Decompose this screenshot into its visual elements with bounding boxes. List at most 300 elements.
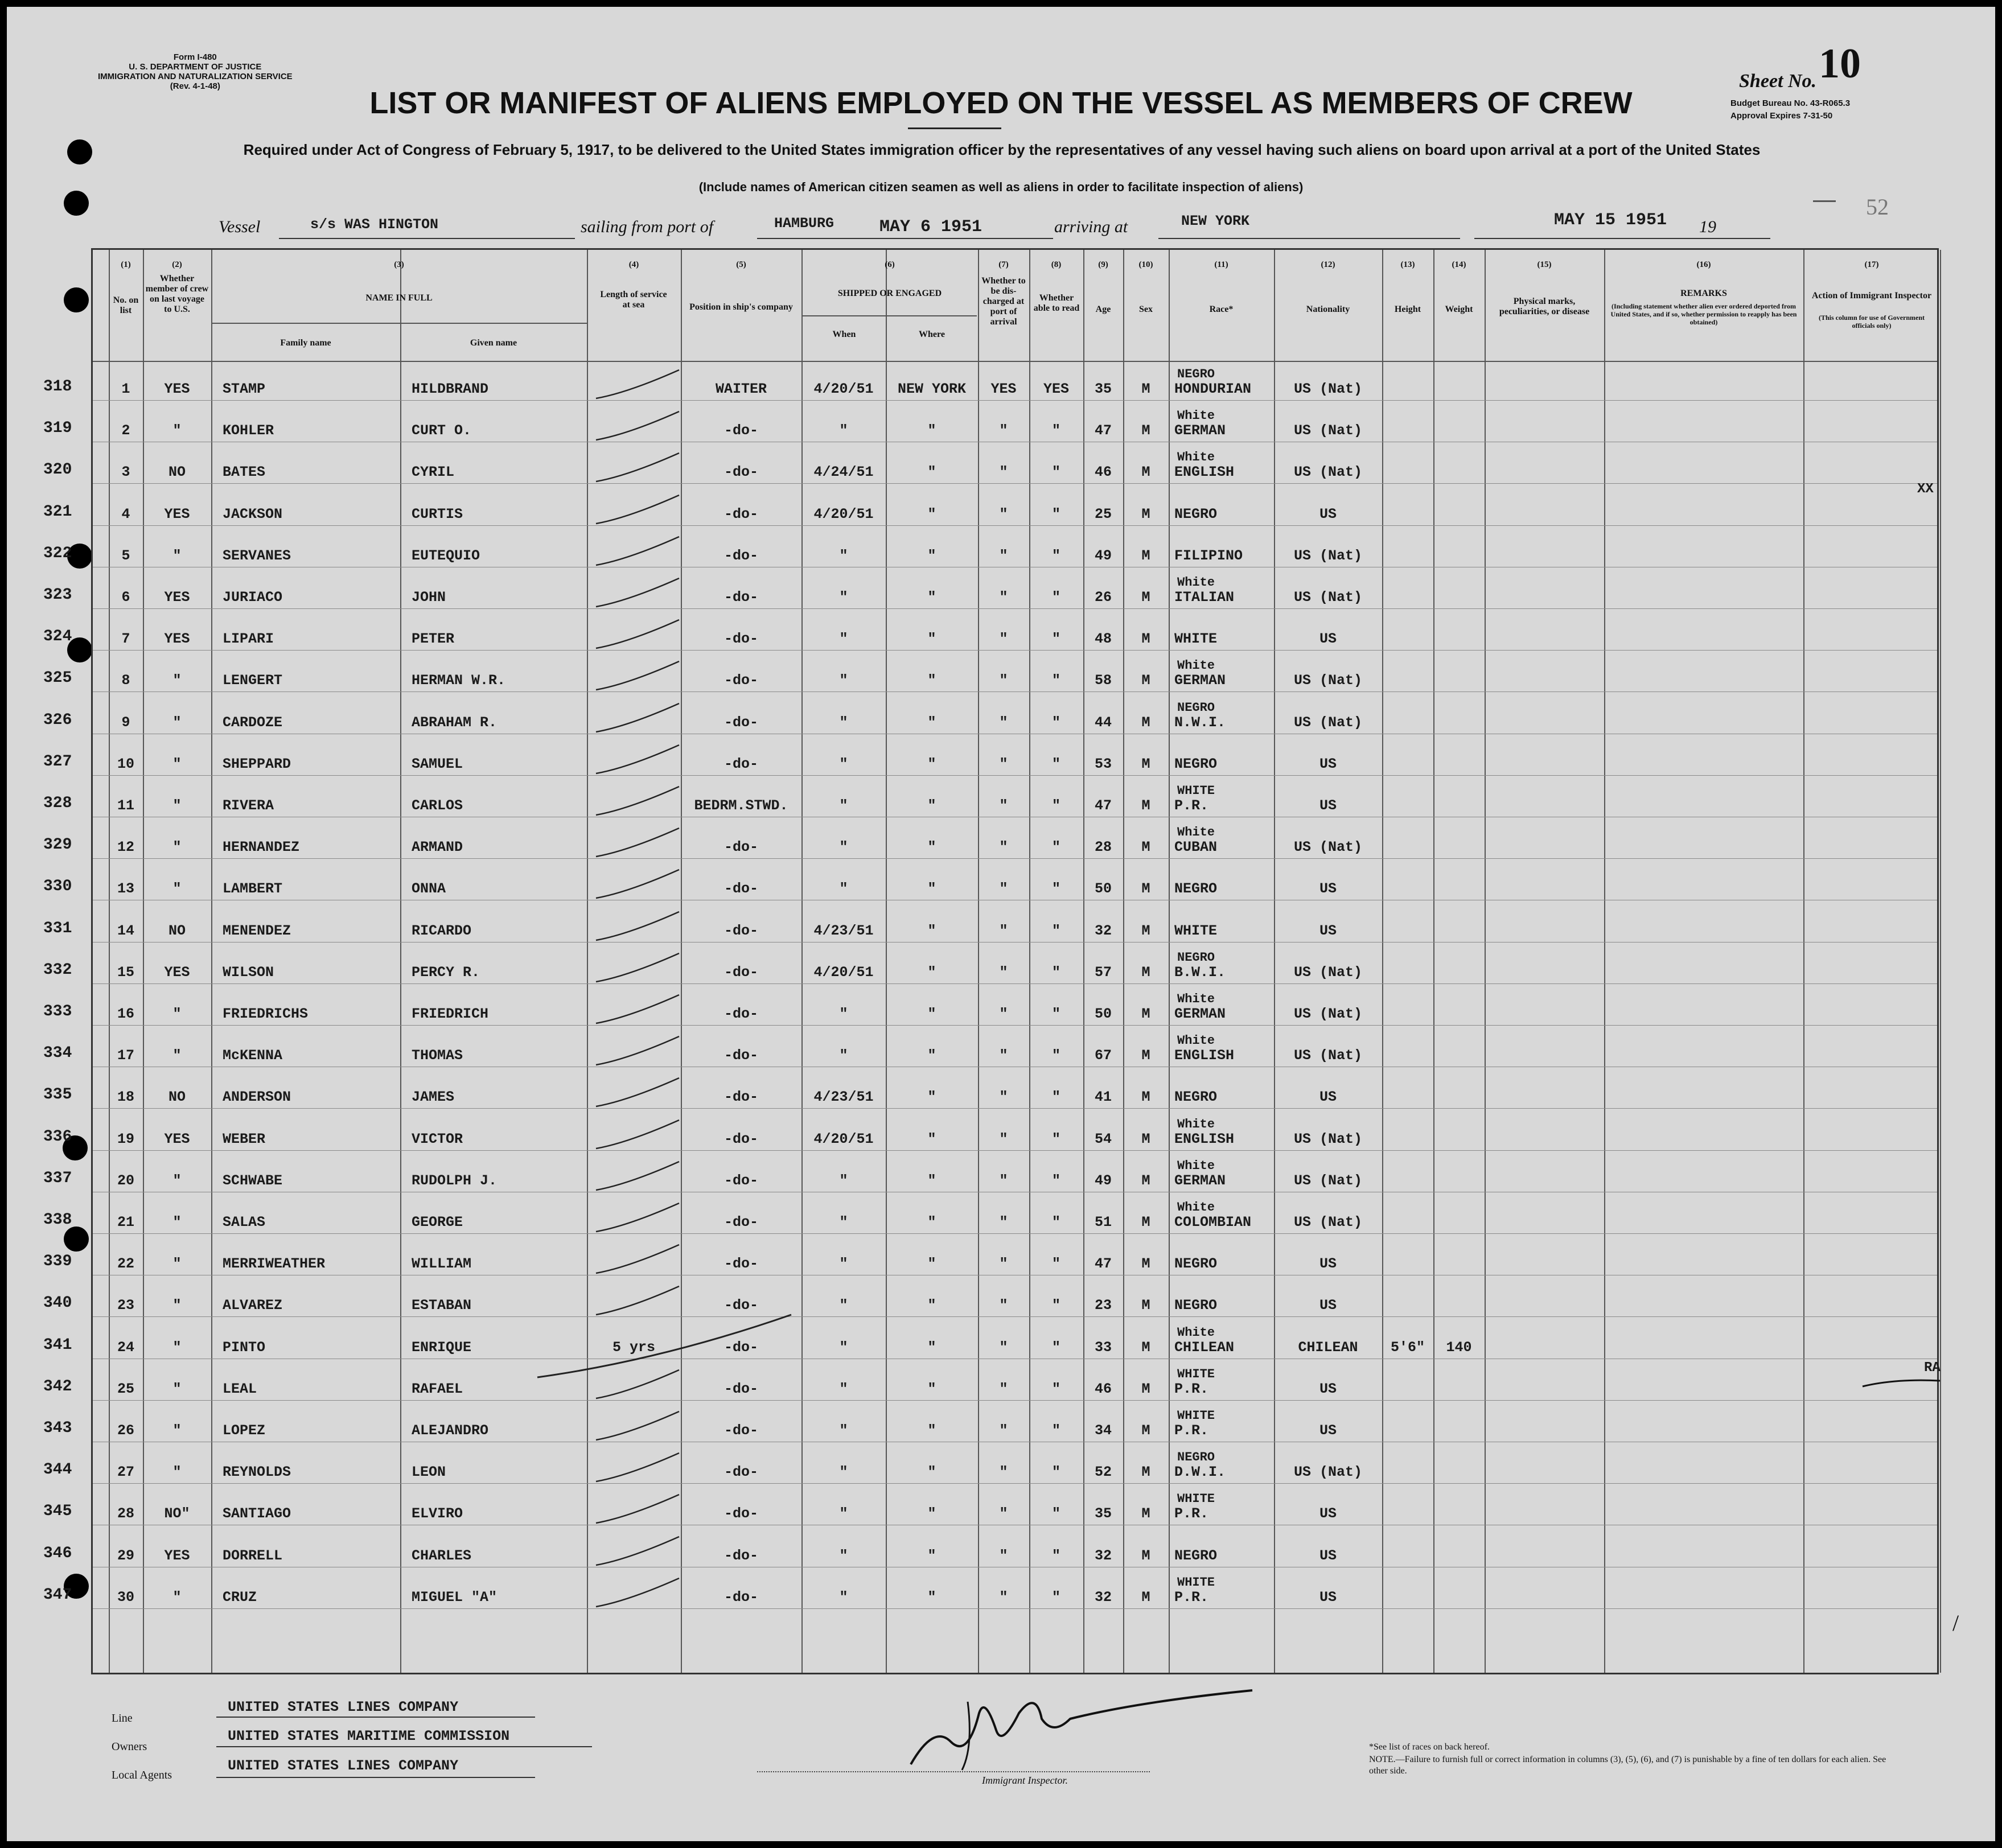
row-rule <box>93 1233 1937 1234</box>
header-race: Race* <box>1209 304 1234 314</box>
cell-age: 32 <box>1094 1547 1112 1564</box>
cell-member: " <box>172 797 182 814</box>
cell-no: 26 <box>117 1422 134 1439</box>
shipped-subheader-line <box>801 315 977 316</box>
cell-disch: " <box>999 1172 1008 1189</box>
cell-disch: " <box>999 714 1008 731</box>
arriving-label: arriving at <box>1054 217 1128 236</box>
sequence-number: 342 <box>43 1377 72 1396</box>
cell-member: " <box>172 1339 182 1356</box>
sequence-number: 320 <box>43 461 72 479</box>
tick-mark <box>594 950 685 990</box>
cell-member: " <box>172 1214 182 1230</box>
cell-disch: " <box>999 1339 1008 1356</box>
include-note: (Include names of American citizen seamen as well as aliens in order to facilitate inspection of aliens) <box>698 180 1304 194</box>
approval-expires: Approval Expires 7-31-50 <box>1730 111 1833 121</box>
cell-where: " <box>927 505 936 522</box>
cell-where: " <box>927 755 936 772</box>
sequence-number: 333 <box>43 1003 72 1020</box>
cell-nat: US <box>1319 1422 1337 1439</box>
cell-nat: US (Nat) <box>1293 1006 1363 1022</box>
cell-age: 46 <box>1094 464 1112 481</box>
cell-no: 3 <box>121 464 130 481</box>
cell-when: " <box>839 880 848 898</box>
cell-no: 4 <box>121 505 130 522</box>
tick-mark <box>594 1200 685 1240</box>
cell-nat: CHILEAN <box>1298 1339 1358 1356</box>
column-divider <box>400 250 401 1673</box>
cell-sex: M <box>1141 1422 1150 1439</box>
cell-read: " <box>1051 1505 1060 1522</box>
cell-age: 52 <box>1094 1464 1112 1481</box>
cell-read: " <box>1051 922 1060 939</box>
cell-disch: " <box>999 1505 1008 1522</box>
header-able-read: Whether able to read <box>1033 293 1080 313</box>
cell-age: 41 <box>1094 1089 1112 1106</box>
sailing-port: HAMBURG <box>774 215 834 232</box>
tick-mark <box>594 492 685 532</box>
cell-family: McKENNA <box>223 1047 283 1064</box>
cell-position: -do- <box>723 964 758 981</box>
cell-position: -do- <box>723 631 758 648</box>
cell-family: CARDOZE <box>223 714 283 731</box>
row-rule <box>93 1400 1937 1401</box>
cell-when: 4/23/51 <box>813 1089 874 1106</box>
cell-read: " <box>1051 964 1060 981</box>
cell-race-line1: White <box>1177 409 1215 423</box>
header-member: Whether member of crew on last voyage to U.S. <box>145 274 209 314</box>
cell-read: " <box>1051 589 1060 606</box>
sequence-number: 344 <box>43 1461 72 1479</box>
cell-no: 25 <box>117 1380 134 1397</box>
cell-family: MENENDEZ <box>223 922 291 939</box>
sequence-number: 318 <box>43 378 72 396</box>
cell-age: 35 <box>1094 1505 1112 1522</box>
cell-given: LEON <box>412 1464 446 1481</box>
cell-position: -do- <box>723 714 758 731</box>
header-height: Height <box>1394 304 1421 314</box>
tick-mark <box>594 1450 685 1490</box>
cell-sex: M <box>1141 1464 1150 1481</box>
cell-given: SAMUEL <box>412 755 463 772</box>
cell-no: 13 <box>117 880 134 898</box>
tick-mark <box>594 867 685 907</box>
cell-family: WEBER <box>223 1130 266 1147</box>
cell-member: " <box>172 714 182 731</box>
cell-disch: " <box>999 964 1008 981</box>
tick-mark <box>594 367 685 407</box>
header-remarks: REMARKS <box>1680 289 1727 298</box>
header-length-service: Length of service at sea <box>600 290 667 310</box>
header-name-in-full: NAME IN FULL <box>365 293 433 303</box>
column-divider <box>1274 250 1275 1673</box>
cell-given: PETER <box>412 631 455 648</box>
cell-position: -do- <box>723 1089 758 1106</box>
cell-race-line1: White <box>1177 1117 1215 1131</box>
cell-no: 19 <box>117 1130 134 1147</box>
cell-race-line1: WHITE <box>1177 784 1215 798</box>
cell-nat: US <box>1319 797 1337 814</box>
cell-given: RAFAEL <box>412 1380 463 1397</box>
cell-no: 10 <box>117 755 134 772</box>
cell-when: " <box>839 797 848 814</box>
cell-family: ALVAREZ <box>223 1297 283 1314</box>
cell-family: MERRIWEATHER <box>223 1256 326 1273</box>
cell-age: 47 <box>1094 1256 1112 1273</box>
cell-race-line1: NEGRO <box>1177 700 1215 715</box>
cell-read: " <box>1051 1089 1060 1106</box>
cell-where: NEW YORK <box>897 381 967 397</box>
column-divider <box>109 250 110 1673</box>
cell-disch: " <box>999 547 1008 564</box>
cell-member: NO <box>168 1089 186 1106</box>
cell-where: " <box>927 1588 936 1606</box>
cell-race-line2: NEGRO <box>1174 1547 1218 1564</box>
arrival-port: NEW YORK <box>1181 213 1250 229</box>
cell-weight: 140 <box>1446 1339 1472 1356</box>
cell-age: 25 <box>1094 505 1112 522</box>
cell-no: 6 <box>121 589 130 606</box>
cell-when: 4/20/51 <box>813 381 874 397</box>
cell-position: -do- <box>723 422 758 439</box>
cell-race-line2: NEGRO <box>1174 880 1218 898</box>
cell-length: 5 yrs <box>612 1339 655 1356</box>
cell-position: -do- <box>723 880 758 898</box>
cell-where: " <box>927 880 936 898</box>
cell-position: -do- <box>723 1339 758 1356</box>
cell-nat: US (Nat) <box>1293 464 1363 481</box>
cell-age: 67 <box>1094 1047 1112 1064</box>
cell-no: 28 <box>117 1505 134 1522</box>
tick-mark <box>594 1034 685 1073</box>
column-divider <box>143 250 144 1673</box>
cell-where: " <box>927 1422 936 1439</box>
cell-disch: " <box>999 1547 1008 1564</box>
header-physical: Physical marks, peculiarities, or disease <box>1499 297 1590 316</box>
col-num: (17) <box>1864 260 1879 269</box>
cell-age: 46 <box>1094 1380 1112 1397</box>
cell-sex: M <box>1141 964 1150 981</box>
side-mark-xx: XX <box>1917 481 1934 497</box>
cell-sex: M <box>1141 1130 1150 1147</box>
cell-given: HILDBRAND <box>412 381 489 397</box>
cell-read: " <box>1051 1380 1060 1397</box>
cell-given: ALEJANDRO <box>412 1422 489 1439</box>
cell-member: YES <box>164 631 190 648</box>
cell-race-line2: GERMAN <box>1174 1006 1226 1022</box>
cell-read: " <box>1051 1256 1060 1273</box>
cell-member: NO <box>168 464 186 481</box>
cell-read: " <box>1051 880 1060 898</box>
cell-no: 24 <box>117 1339 134 1356</box>
col-num: (2) <box>172 260 182 269</box>
cell-age: 48 <box>1094 631 1112 648</box>
sequence-number: 329 <box>43 836 72 854</box>
cell-when: 4/24/51 <box>813 464 874 481</box>
cell-race-line1: WHITE <box>1177 1367 1215 1381</box>
cell-read: " <box>1051 1214 1060 1230</box>
cell-disch: " <box>999 1464 1008 1481</box>
cell-family: LAMBERT <box>223 880 283 898</box>
row-rule <box>93 525 1937 526</box>
sequence-number: 334 <box>43 1044 72 1063</box>
cell-race-line2: D.W.I. <box>1174 1464 1226 1481</box>
column-divider <box>211 250 212 1673</box>
cell-position: WAITER <box>715 381 767 397</box>
title-underline <box>908 127 1001 129</box>
cell-sex: M <box>1141 631 1150 648</box>
col-num: (10) <box>1138 260 1153 269</box>
footer-agents-value: UNITED STATES LINES COMPANY <box>228 1758 459 1774</box>
cell-race-line2: HONDURIAN <box>1174 381 1252 397</box>
sequence-number: 343 <box>43 1419 72 1437</box>
cell-read: " <box>1051 839 1060 856</box>
cell-where: " <box>927 464 936 481</box>
cell-when: " <box>839 1547 848 1564</box>
cell-family: JURIACO <box>223 589 283 606</box>
cell-when: " <box>839 1214 848 1230</box>
cell-disch: " <box>999 1588 1008 1606</box>
cell-when: " <box>839 631 848 648</box>
cell-where: " <box>927 797 936 814</box>
cell-nat: US <box>1319 631 1337 648</box>
tick-mark <box>594 575 685 615</box>
sequence-number: 327 <box>43 752 72 771</box>
cell-read: " <box>1051 1464 1060 1481</box>
sailing-label: sailing from port of <box>581 217 714 236</box>
cell-position: -do- <box>723 1588 758 1606</box>
cell-read: " <box>1051 1547 1060 1564</box>
cell-position: -do- <box>723 1297 758 1314</box>
cell-given: JOHN <box>412 589 446 606</box>
cell-family: DORRELL <box>223 1547 283 1564</box>
cell-no: 14 <box>117 922 134 939</box>
cell-position: -do- <box>723 505 758 522</box>
side-mark-slash: / <box>1952 1610 1959 1636</box>
cell-member: " <box>172 880 182 898</box>
budget-bureau: Budget Bureau No. 43-R065.3 <box>1730 98 1851 108</box>
cell-age: 33 <box>1094 1339 1112 1356</box>
cell-sex: M <box>1141 797 1150 814</box>
cell-disch: " <box>999 589 1008 606</box>
col-num: (3) <box>394 260 404 269</box>
cell-no: 2 <box>121 422 130 439</box>
sequence-number: 323 <box>43 586 72 604</box>
cell-nat: US <box>1319 755 1337 772</box>
cell-disch: YES <box>990 381 1017 397</box>
cell-given: FRIEDRICH <box>412 1006 489 1022</box>
cell-race-line1: White <box>1177 450 1215 465</box>
punch-hole <box>67 139 92 164</box>
column-divider <box>1433 250 1434 1673</box>
cell-member: YES <box>164 505 190 522</box>
sequence-number: 341 <box>43 1336 72 1354</box>
cell-given: VICTOR <box>412 1130 463 1147</box>
cell-age: 34 <box>1094 1422 1112 1439</box>
cell-age: 23 <box>1094 1297 1112 1314</box>
cell-sex: M <box>1141 1339 1150 1356</box>
cell-no: 12 <box>117 839 134 856</box>
cell-member: " <box>172 839 182 856</box>
cell-given: ELVIRO <box>412 1505 463 1522</box>
col-num: (1) <box>121 260 131 269</box>
cell-nat: US <box>1319 1256 1337 1273</box>
sequence-number: 340 <box>43 1294 72 1312</box>
column-divider <box>1083 250 1084 1673</box>
vessel-underline <box>279 238 575 239</box>
cell-where: " <box>927 547 936 564</box>
cell-sex: M <box>1141 1588 1150 1606</box>
cell-when: " <box>839 422 848 439</box>
row-rule <box>93 858 1937 859</box>
cell-member: " <box>172 1380 182 1397</box>
cell-age: 49 <box>1094 1172 1112 1189</box>
cell-race-line2: NEGRO <box>1174 1297 1218 1314</box>
cell-where: " <box>927 1339 936 1356</box>
cell-when: " <box>839 1422 848 1439</box>
cell-where: " <box>927 1130 936 1147</box>
cell-no: 29 <box>117 1547 134 1564</box>
header-weight: Weight <box>1445 304 1473 314</box>
inspector-signature-line <box>757 1771 1150 1772</box>
vessel-label: Vessel <box>219 217 261 236</box>
cell-nat: US (Nat) <box>1293 1214 1363 1230</box>
cell-disch: " <box>999 1256 1008 1273</box>
requirement-text: Required under Act of Congress of February 5, 1917, to be delivered to the United States immigration officer by the representatives of any vessel having such aliens on board upon arrival at a port of the United States <box>243 141 1761 158</box>
cell-disch: " <box>999 1006 1008 1022</box>
tick-mark <box>594 658 685 698</box>
cell-given: JAMES <box>412 1089 455 1106</box>
side-mark-ra: RA <box>1924 1360 1941 1376</box>
cell-race-line2: GERMAN <box>1174 422 1226 439</box>
cell-where: " <box>927 839 936 856</box>
cell-disch: " <box>999 464 1008 481</box>
cell-given: RUDOLPH J. <box>412 1172 498 1189</box>
cell-when: " <box>839 1172 848 1189</box>
row-rule <box>93 1108 1937 1109</box>
cell-read: " <box>1051 1588 1060 1606</box>
cell-disch: " <box>999 505 1008 522</box>
cell-race-line1: WHITE <box>1177 1409 1215 1423</box>
cell-sex: M <box>1141 755 1150 772</box>
cell-family: HERNANDEZ <box>223 839 300 856</box>
cell-no: 16 <box>117 1006 134 1022</box>
row-rule <box>93 983 1937 984</box>
cell-disch: " <box>999 672 1008 689</box>
cell-sex: M <box>1141 1006 1150 1022</box>
cell-nat: US <box>1319 880 1337 898</box>
cell-given: EUTEQUIO <box>412 547 480 564</box>
col-num: (12) <box>1321 260 1335 269</box>
cell-position: -do- <box>723 1464 758 1481</box>
row-rule <box>93 400 1937 401</box>
cell-race-line1: White <box>1177 1325 1215 1340</box>
sequence-number: 321 <box>43 503 72 521</box>
cell-race-line1: NEGRO <box>1177 367 1215 381</box>
cell-when: 4/20/51 <box>813 964 874 981</box>
cell-read: " <box>1051 672 1060 689</box>
page-title: LIST OR MANIFEST OF ALIENS EMPLOYED ON THE VESSEL AS MEMBERS OF CREW <box>369 86 1633 120</box>
cell-race-line1: White <box>1177 1034 1215 1048</box>
cell-sex: M <box>1141 547 1150 564</box>
cell-race-line2: GERMAN <box>1174 1172 1226 1189</box>
header-where: Where <box>919 330 945 339</box>
header-when: When <box>832 330 856 339</box>
cell-where: " <box>927 672 936 689</box>
sequence-number: 322 <box>43 544 72 562</box>
cell-disch: " <box>999 1422 1008 1439</box>
cell-disch: " <box>999 1380 1008 1397</box>
cell-disch: " <box>999 755 1008 772</box>
tick-mark <box>594 1575 685 1615</box>
row-rule <box>93 650 1937 651</box>
column-divider <box>1123 250 1124 1673</box>
cell-disch: " <box>999 1047 1008 1064</box>
inspector-signature <box>899 1679 1264 1776</box>
cell-no: 15 <box>117 964 134 981</box>
cell-race-line1: White <box>1177 1158 1215 1173</box>
cell-race-line1: WHITE <box>1177 1575 1215 1590</box>
sequence-number: 336 <box>43 1127 72 1146</box>
footer-agents-label: Local Agents <box>112 1769 172 1781</box>
cell-where: " <box>927 1464 936 1481</box>
cell-position: -do- <box>723 1422 758 1439</box>
cell-family: ANDERSON <box>223 1089 291 1106</box>
cell-age: 51 <box>1094 1214 1112 1230</box>
cell-sex: M <box>1141 1047 1150 1064</box>
sailing-date: MAY 6 1951 <box>879 217 982 237</box>
cell-position: -do- <box>723 1130 758 1147</box>
cell-when: " <box>839 755 848 772</box>
margin-pen-stroke <box>1861 1376 1941 1399</box>
cell-nat: US (Nat) <box>1293 422 1363 439</box>
col-num: (8) <box>1051 260 1062 269</box>
cell-given: HERMAN W.R. <box>412 672 506 689</box>
cell-sex: M <box>1141 1547 1150 1564</box>
cell-sex: M <box>1141 922 1150 939</box>
footer-owners-label: Owners <box>112 1740 147 1753</box>
cell-disch: " <box>999 922 1008 939</box>
cell-member: NO <box>168 922 186 939</box>
cell-when: " <box>839 1297 848 1314</box>
cell-disch: " <box>999 631 1008 648</box>
cell-nat: US (Nat) <box>1293 1464 1363 1481</box>
cell-nat: US (Nat) <box>1293 839 1363 856</box>
column-divider <box>801 250 803 1673</box>
footer-line-label: Line <box>112 1712 133 1724</box>
column-divider <box>1604 250 1605 1673</box>
cell-sex: M <box>1141 1505 1150 1522</box>
cell-race-line1: White <box>1177 825 1215 840</box>
cell-race-line2: CUBAN <box>1174 839 1218 856</box>
cell-where: " <box>927 422 936 439</box>
cell-nat: US <box>1319 505 1337 522</box>
cell-family: SCHWABE <box>223 1172 283 1189</box>
cell-nat: US <box>1319 922 1337 939</box>
cell-given: CARLOS <box>412 797 463 814</box>
cell-no: 27 <box>117 1464 134 1481</box>
cell-where: " <box>927 714 936 731</box>
tick-mark <box>594 742 685 782</box>
cell-sex: M <box>1141 839 1150 856</box>
cell-nat: US <box>1319 1089 1337 1106</box>
tick-mark <box>594 1075 685 1115</box>
cell-no: 8 <box>121 672 130 689</box>
col-num: (11) <box>1214 260 1228 269</box>
cell-age: 44 <box>1094 714 1112 731</box>
vessel-name: s/s WAS HINGTON <box>310 216 439 233</box>
cell-race-line1: White <box>1177 1200 1215 1215</box>
